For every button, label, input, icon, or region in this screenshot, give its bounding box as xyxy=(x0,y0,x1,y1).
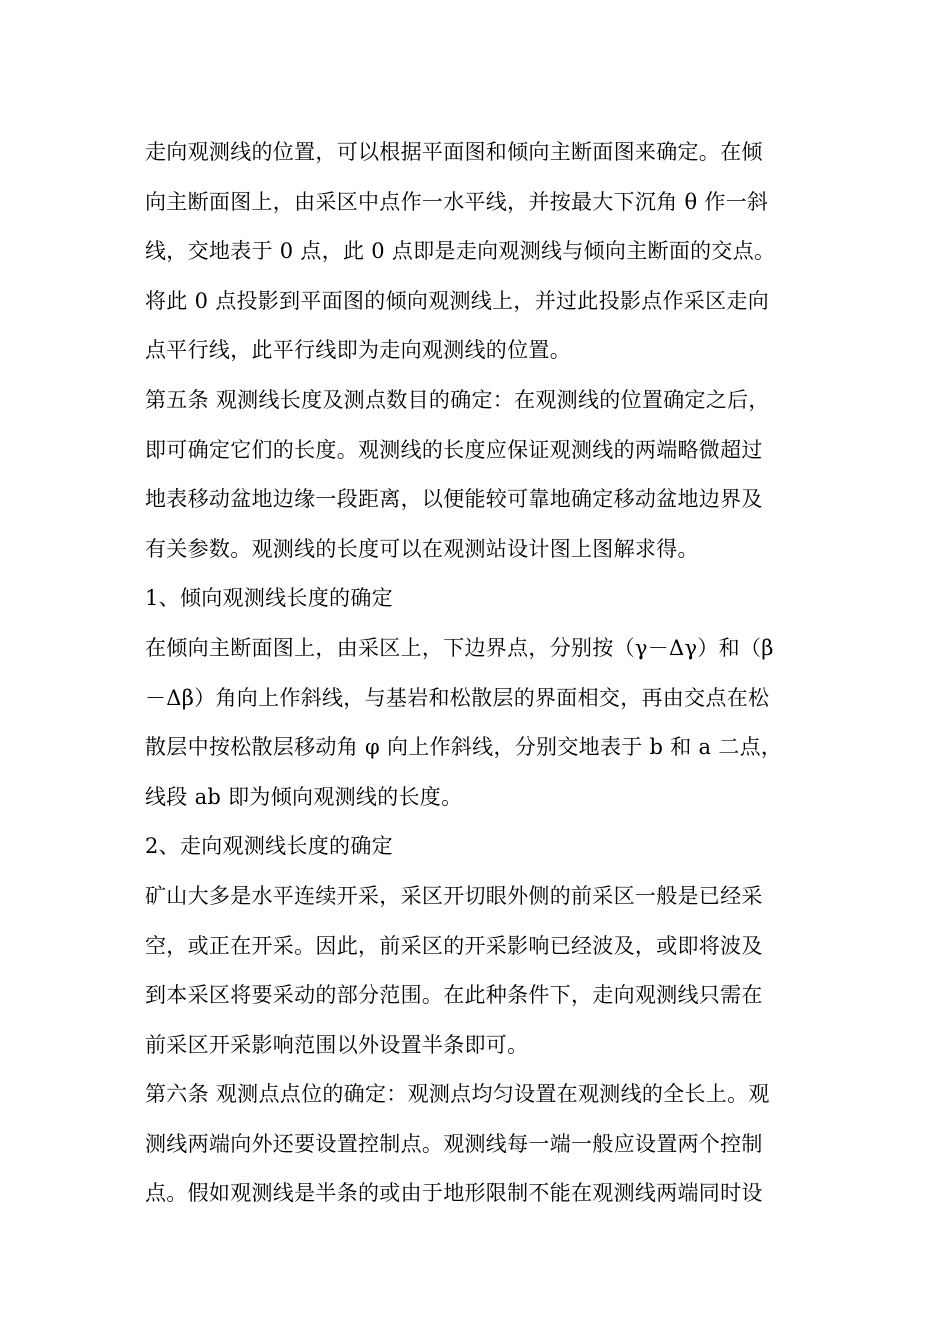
section-1-heading: 1、倾向观测线长度的确定 xyxy=(145,586,393,611)
text-line: 前采区开采影响范围以外设置半条即可。 xyxy=(145,1032,529,1057)
text-line: 将此 0 点投影到平面图的倾向观测线上，并过此投影点作采区走向 xyxy=(145,288,770,313)
article-5-heading-line: 第五条 观测线长度及测点数目的确定：在观测线的位置确定之后， xyxy=(145,387,770,412)
text-line: 线段 ab 即为倾向观测线的长度。 xyxy=(145,784,463,809)
text-line: 在倾向主断面图上，由采区上，下边界点，分别按（γ－Δγ）和（β xyxy=(145,635,774,660)
text-line: 矿山大多是水平连续开采，采区开切眼外侧的前采区一般是已经采 xyxy=(145,883,763,908)
text-line: 空，或正在开采。因此，前采区的开采影响已经波及，或即将波及 xyxy=(145,933,763,958)
text-line: 走向观测线的位置，可以根据平面图和倾向主断面图来确定。在倾 xyxy=(145,140,763,164)
text-line: 点。假如观测线是半条的或由于地形限制不能在观测线两端同时设 xyxy=(145,1181,763,1206)
text-line: 测线两端向外还要设置控制点。观测线每一端一般应设置两个控制 xyxy=(145,1131,763,1156)
text-line: 点平行线，此平行线即为走向观测线的位置。 xyxy=(145,338,571,363)
text-line: 散层中按松散层移动角 φ 向上作斜线，分别交地表于 b 和 a 二点， xyxy=(145,735,783,760)
text-line: －Δβ）角向上作斜线，与基岩和松散层的界面相交，再由交点在松 xyxy=(145,685,770,710)
text-line: 到本采区将要采动的部分范围。在此种条件下，走向观测线只需在 xyxy=(145,983,763,1008)
text-line: 向主断面图上，由采区中点作一水平线，并按最大下沉角 θ 作一斜 xyxy=(145,189,769,214)
text-line: 线，交地表于 0 点，此 0 点即是走向观测线与倾向主断面的交点。 xyxy=(145,239,776,264)
text-line: 有关参数。观测线的长度可以在观测站设计图上图解求得。 xyxy=(145,536,699,561)
section-2-heading: 2、走向观测线长度的确定 xyxy=(145,834,393,859)
article-6-heading-line: 第六条 观测点点位的确定：观测点均匀设置在观测线的全长上。观 xyxy=(145,1082,770,1107)
text-line: 即可确定它们的长度。观测线的长度应保证观测线的两端略微超过 xyxy=(145,437,763,462)
document-body xyxy=(145,128,807,1219)
text-line: 地表移动盆地边缘一段距离，以便能较可靠地确定移动盆地边界及 xyxy=(145,487,763,512)
